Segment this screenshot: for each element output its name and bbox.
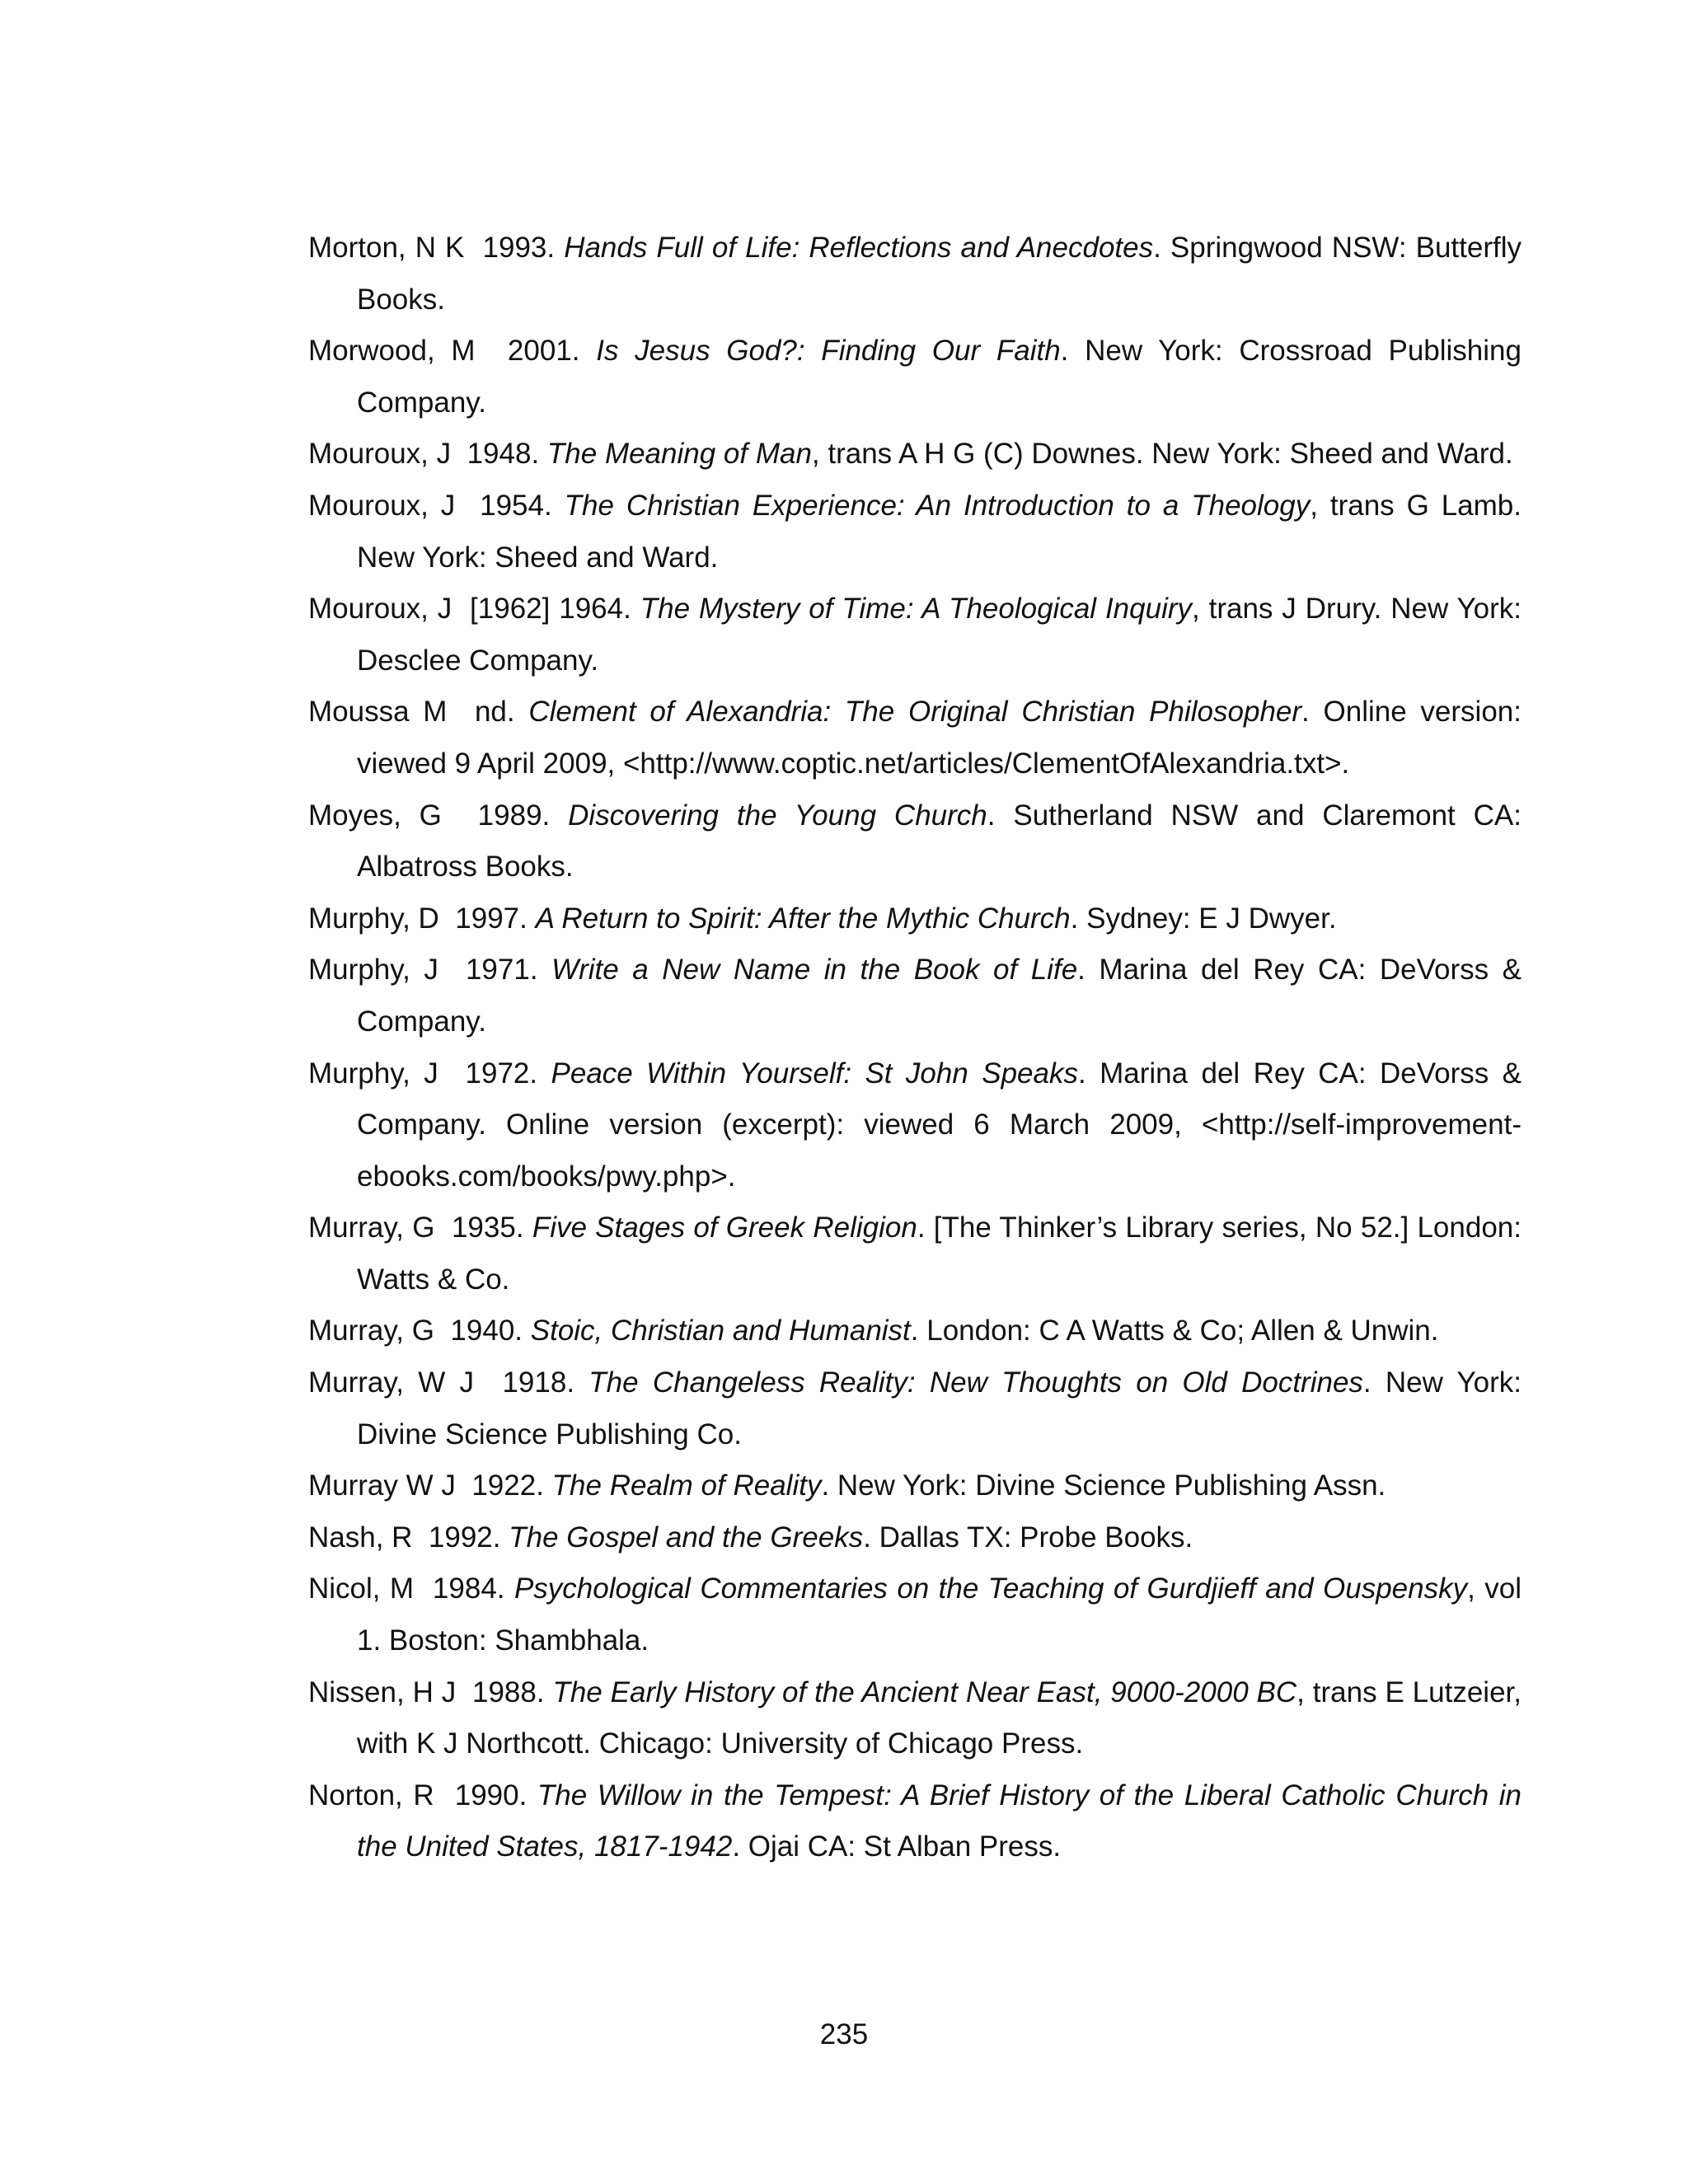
reference-title: The Meaning of Man — [546, 438, 812, 471]
reference-entry — [308, 1512, 1522, 1564]
reference-publication-details: . Dallas TX: Probe Books. — [863, 1521, 1193, 1554]
reference-entry — [308, 1770, 1522, 1873]
reference-year: 1972. — [465, 1057, 538, 1090]
reference-entry — [308, 583, 1522, 687]
reference-publication-details: . Marina del Rey CA: DeVorss & Company. — [357, 954, 1522, 1038]
reference-title: The Christian Experience: An Introduction to a Theology — [564, 489, 1311, 522]
reference-entry — [308, 944, 1522, 1047]
reference-year: 1935. — [451, 1212, 524, 1244]
reference-author: Norton, R — [308, 1779, 455, 1811]
reference-year: 2001. — [507, 335, 580, 368]
reference-author: Murray, G — [308, 1315, 451, 1347]
page-number: 235 — [819, 2018, 869, 2050]
reference-author: Morton, N K — [308, 232, 483, 264]
reference-author: Mouroux, J — [308, 489, 481, 522]
reference-title: Psychological Commentaries on the Teaching of Gurdjieff and Ouspensky — [513, 1572, 1468, 1605]
reference-entry — [308, 1667, 1522, 1770]
reference-publication-details: . Sutherland NSW and Claremont CA: Albatross Books. — [357, 799, 1522, 883]
reference-year: 1997. — [455, 902, 528, 935]
reference-author: Nissen, H J — [308, 1675, 472, 1708]
reference-publication-details: , trans E Lutzeier, with K J Northcott. Chicago: University of Chicago Press. — [357, 1675, 1522, 1760]
reference-publication-details: . Ojai CA: St Alban Press. — [732, 1830, 1062, 1863]
reference-author: Murphy, D — [308, 902, 456, 935]
reference-year: nd. — [474, 696, 515, 729]
reference-publication-details: . New York: Crossroad Publishing Company. — [357, 335, 1522, 419]
reference-author: Murphy, J — [308, 1057, 466, 1090]
reference-publication-details: . London: C A Watts & Co; Allen & Unwin. — [910, 1315, 1439, 1347]
reference-publication-details: . Online version: viewed 9 April 2009, <http://www.coptic.net/articles/ClementOfAlexandria.txt>. — [357, 696, 1522, 780]
reference-year: 1971. — [465, 954, 538, 987]
reference-author: Nash, R — [308, 1521, 429, 1554]
reference-entry — [308, 1202, 1522, 1305]
reference-publication-details: , trans G Lamb. New York: Sheed and Ward. — [357, 489, 1522, 574]
reference-title: The Realm of Reality — [551, 1469, 822, 1502]
reference-entry — [308, 223, 1522, 326]
reference-title: Hands Full of Life: Reflections and Anecdotes — [564, 232, 1154, 264]
reference-entry — [308, 480, 1522, 583]
reference-year: 1993. — [482, 232, 556, 264]
reference-year: 1988. — [471, 1675, 545, 1708]
reference-entry — [308, 429, 1522, 480]
reference-year: 1940. — [450, 1315, 523, 1347]
reference-title: Clement of Alexandria: The Original Christian Philosopher — [528, 696, 1302, 729]
reference-publication-details: . Springwood NSW: Butterfly Books. — [357, 232, 1522, 316]
reference-publication-details: , vol 1. Boston: Shambhala. — [357, 1572, 1522, 1657]
reference-publication-details: . Marina del Rey CA: DeVorss & Company. Online version (excerpt): viewed 6 March 2009, <http://self-improvement-ebooks.com/books/pwy.php>. — [357, 1057, 1522, 1193]
reference-year: 1922. — [471, 1469, 544, 1502]
reference-author: Murphy, J — [308, 954, 466, 987]
reference-title: Five Stages of Greek Religion — [532, 1212, 917, 1244]
reference-list — [308, 223, 1522, 1873]
reference-publication-details: , trans A H G (C) Downes. New York: Sheed and Ward. — [811, 438, 1513, 471]
reference-title: The Mystery of Time: A Theological Inquiry — [640, 593, 1192, 626]
reference-year: 1990. — [454, 1779, 528, 1811]
reference-entry — [308, 1460, 1522, 1512]
reference-entry — [308, 1563, 1522, 1666]
reference-title: Is Jesus God?: Finding Our Faith — [596, 335, 1061, 368]
reference-publication-details: , trans J Drury. New York: Desclee Company. — [357, 593, 1522, 677]
reference-title: The Gospel and the Greeks — [509, 1521, 864, 1554]
reference-publication-details: . New York: Divine Science Publishing Assn. — [821, 1469, 1386, 1502]
reference-author: Moussa M — [308, 696, 475, 729]
reference-title: Discovering the Young Church — [568, 799, 987, 832]
reference-year: 1984. — [432, 1572, 505, 1605]
reference-entry — [308, 893, 1522, 945]
reference-entry — [308, 687, 1522, 790]
reference-title: The Early History of the Ancient Near East, 9000-2000 BC — [552, 1675, 1297, 1708]
reference-year: 1954. — [480, 489, 552, 522]
reference-title: Peace Within Yourself: St John Speaks — [551, 1057, 1078, 1090]
reference-title: The Changeless Reality: New Thoughts on Old Doctrines — [588, 1366, 1363, 1399]
reference-title: Write a New Name in the Book of Life — [551, 954, 1078, 987]
reference-author: Morwood, M — [308, 335, 508, 368]
reference-author: Murray W J — [308, 1469, 472, 1502]
reference-entry — [308, 326, 1522, 429]
reference-author: Mouroux, J — [308, 438, 467, 471]
reference-author: Mouroux, J — [308, 593, 471, 626]
reference-entry — [308, 1048, 1522, 1203]
reference-year: [1962] 1964. — [470, 593, 631, 626]
reference-author: Murray, W J — [308, 1366, 503, 1399]
reference-entry — [308, 1305, 1522, 1357]
reference-author: Moyes, G — [308, 799, 478, 832]
reference-year: 1918. — [502, 1366, 575, 1399]
reference-entry — [308, 790, 1522, 893]
reference-publication-details: . [The Thinker’s Library series, No 52.] London: Watts & Co. — [357, 1212, 1522, 1296]
reference-title: A Return to Spirit: After the Mythic Church — [535, 902, 1071, 935]
reference-author: Nicol, M — [308, 1572, 433, 1605]
reference-year: 1948. — [467, 438, 540, 471]
reference-entry — [308, 1357, 1522, 1460]
reference-publication-details: . New York: Divine Science Publishing Co. — [357, 1366, 1522, 1451]
reference-author: Murray, G — [308, 1212, 452, 1244]
reference-year: 1989. — [477, 799, 551, 832]
reference-title: The Willow in the Tempest: A Brief History of the Liberal Catholic Church in the United States, 1817-1942 — [357, 1779, 1522, 1863]
reference-title: Stoic, Christian and Humanist — [530, 1315, 911, 1347]
reference-publication-details: . Sydney: E J Dwyer. — [1070, 902, 1337, 935]
reference-year: 1992. — [428, 1521, 501, 1554]
